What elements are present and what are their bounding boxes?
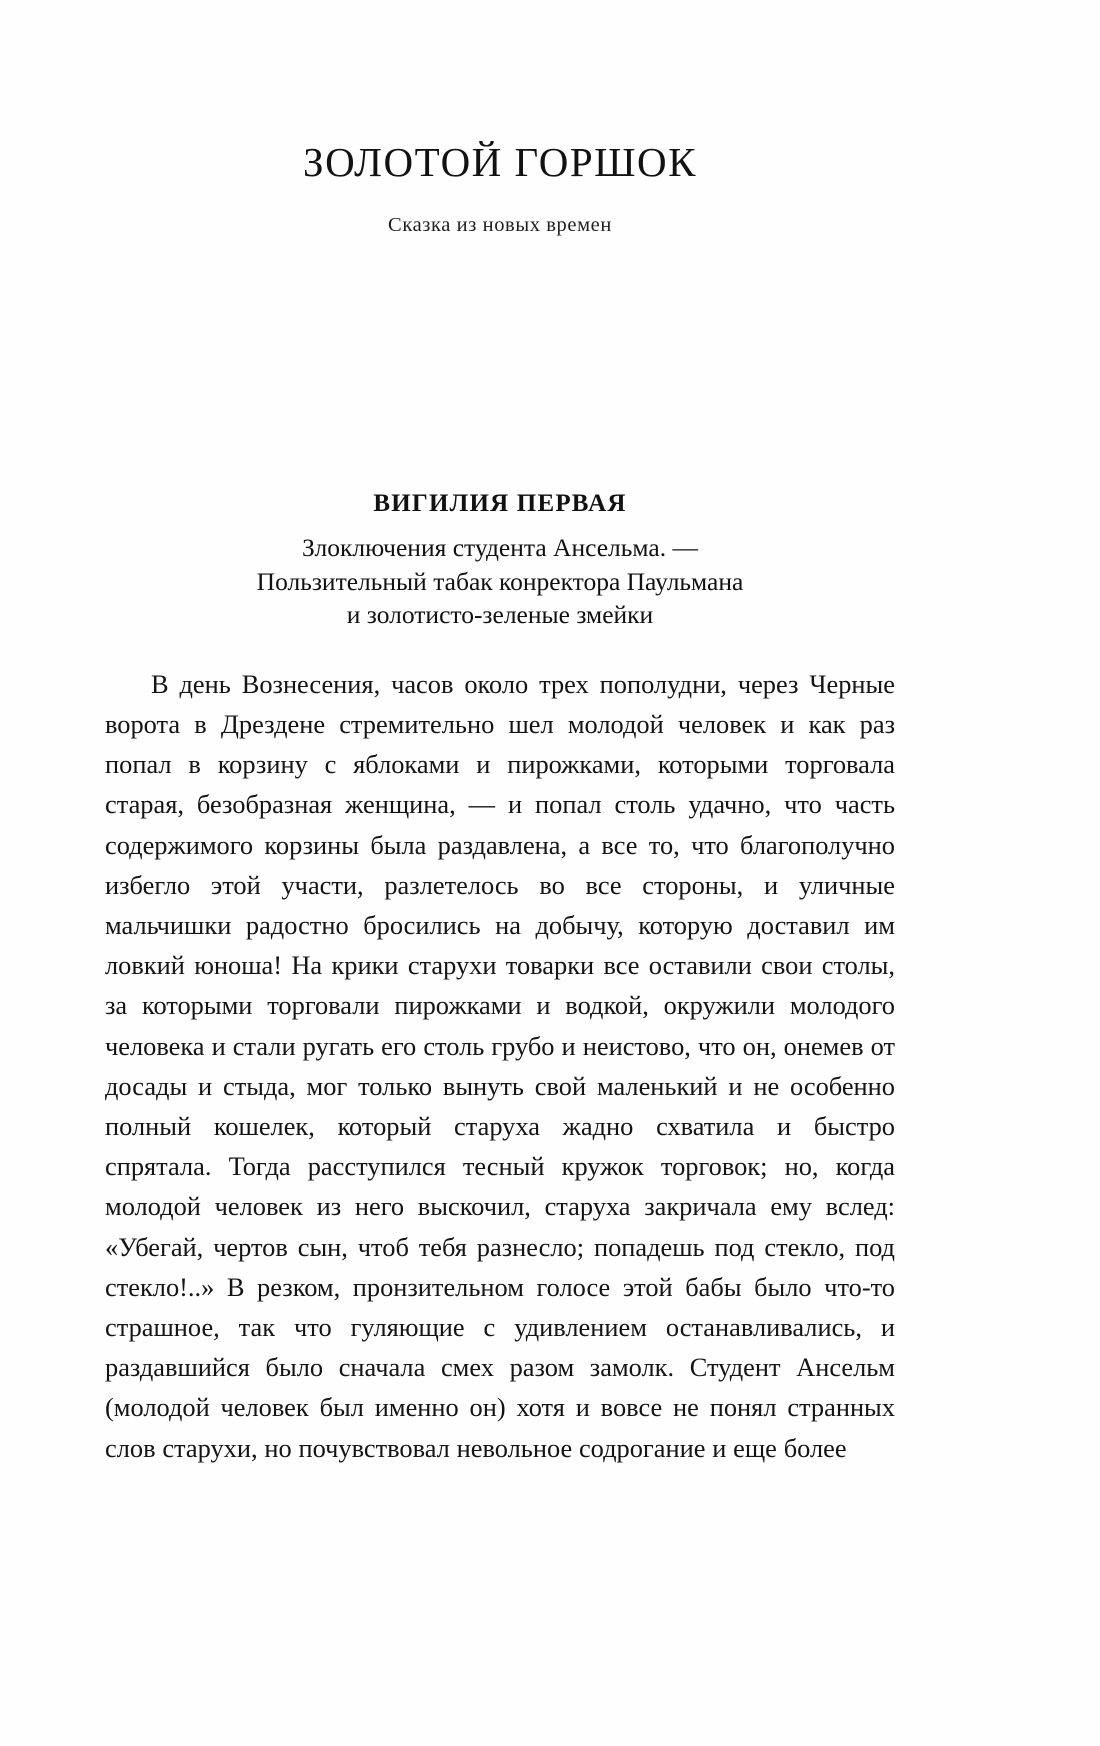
chapter-heading-block: [105, 489, 895, 632]
chapter-heading: ВИГИЛИЯ ПЕРВАЯ: [373, 489, 627, 517]
chapter-subheading-line-2: Пользительный табак конректора Паульмана: [256, 566, 744, 596]
chapter-subheading: [105, 531, 895, 632]
book-subtitle: Сказка из новых времен: [388, 213, 612, 236]
chapter-subheading-line-1: Злоключения студента Ансельма. —: [302, 532, 698, 562]
body-text-block: [105, 664, 895, 1468]
body-paragraph: В день Вознесения, часов около трех пополудни, через Черные ворота в Дрездене стремительно шел молодой человек и как раз попал в корзину с яблоками и пирожками, которыми торговала старая, безобразная женщина, — и попал столь удачно, что часть содержимого корзины была раздавлена, а все то, что благополучно избегло этой участи, разлетелось во все стороны, и уличные мальчишки радостно бросились на добычу, которую доставил им ловкий юноша! На крики старухи товарки все оставили свои столы, за которыми торговали пирожками и водкой, окружили молодого человека и стали ругать его столь грубо и неистово, что он, онемев от досады и стыда, мог только вынуть свой маленький и не особенно полный кошелек, который старуха жадно схватила и быстро спрятала. Тогда расступился тесный кружок торговок; но, когда молодой человек из него выскочил, старуха закричала ему вслед: «Убегай, чертов сын, чтоб тебя разнесло; попадешь под стекло, под стекло!..» В резком, пронзительном голосе этой бабы было что-то страшное, так что гуляющие с удивлением останавливались, и раздавшийся было сначала смех разом замолк. Студент Ансельм (молодой человек был именно он) хотя и вовсе не понял странных слов старухи, но почувствовал невольное содрогание и еще более: [105, 668, 895, 1463]
page-content-column: [105, 0, 895, 1468]
chapter-subheading-line-3: и золотисто-зеленые змейки: [346, 600, 654, 630]
page-title: ЗОЛОТОЙ ГОРШОК: [303, 139, 697, 185]
